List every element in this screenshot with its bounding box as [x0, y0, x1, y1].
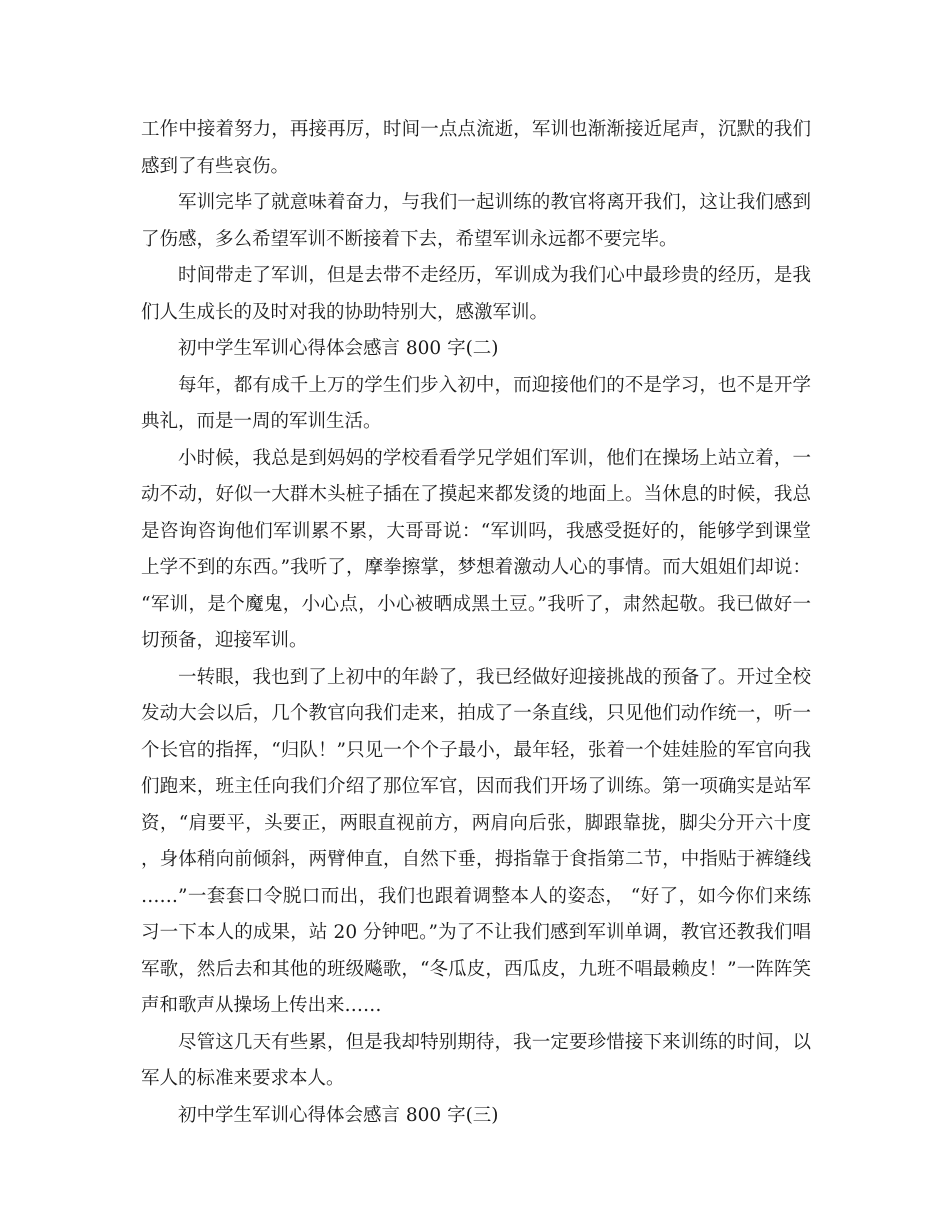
document-body	[141, 112, 811, 1134]
section-heading: 初中学生军训心得体会感言 800 字(三)	[178, 1104, 499, 1126]
paragraph-continuation: 工作中接着努力，再接再厉，时间一点点流逝，军训也渐渐接近尾声，沉默的我们感到了有些哀伤。	[141, 119, 811, 177]
paragraph: 时间带走了军训，但是去带不走经历，军训成为我们心中最珍贵的经历，是我们人生成长的及时对我的协助特别大，感激军训。	[141, 265, 811, 323]
paragraph: 尽管这几天有些累，但是我却特别期待，我一定要珍惜接下来训练的时间，以军人的标准来要求本人。	[141, 1031, 811, 1089]
paragraph: 军训完毕了就意味着奋力，与我们一起训练的教官将离开我们，这让我们感到了伤感，多么希望军训不断接着下去，希望军训永远都不要完毕。	[141, 192, 811, 250]
paragraph: 小时候，我总是到妈妈的学校看看学兄学姐们军训，他们在操场上站立着，一动不动，好似一大群木头桩子插在了摸起来都发烫的地面上。当休息的时候，我总是咨询咨询他们军训累不累，大哥哥说：“军训吗，我感受挺好的，能够学到课堂上学不到的东西。”我听了，摩拳擦掌，梦想着激动人心的事情。而大姐姐们却说：“军训，是个魔鬼，小心点，小心被晒成黑土豆。”我听了，肃然起敬。我已做好一切预备，迎接军训。	[141, 447, 811, 651]
paragraph: 每年，都有成千上万的学生们步入初中，而迎接他们的不是学习，也不是开学典礼，而是一周的军训生活。	[141, 374, 811, 432]
paragraph: 一转眼，我也到了上初中的年龄了，我已经做好迎接挑战的预备了。开过全校发动大会以后，几个教官向我们走来，拍成了一条直线，只见他们动作统一，听一个长官的指挥，“归队！”只见一个个子最小，最年轻，张着一个娃娃脸的军官向我们跑来，班主任向我们介绍了那位军官，因而我们开场了训练。第一项确实是站军资，“肩要平，头要正，两眼直视前方，两肩向后张，脚跟靠拢，脚尖分开六十度，身体稍向前倾斜，两臂伸直，自然下垂，拇指靠于食指第二节，中指贴于裤缝线……”一套套口令脱口而出，我们也跟着调整本人的姿态， “好了，如今你们来练习一下本人的成果，站 20 分钟吧。”为了不让我们感到军训单调，教官还教我们唱军歌，然后去和其他的班级飚歌，“冬瓜皮，西瓜皮，九班不唱最赖皮！”一阵阵笑声和歌声从操场上传出来……	[141, 666, 811, 1016]
section-heading: 初中学生军训心得体会感言 800 字(二)	[178, 338, 499, 359]
